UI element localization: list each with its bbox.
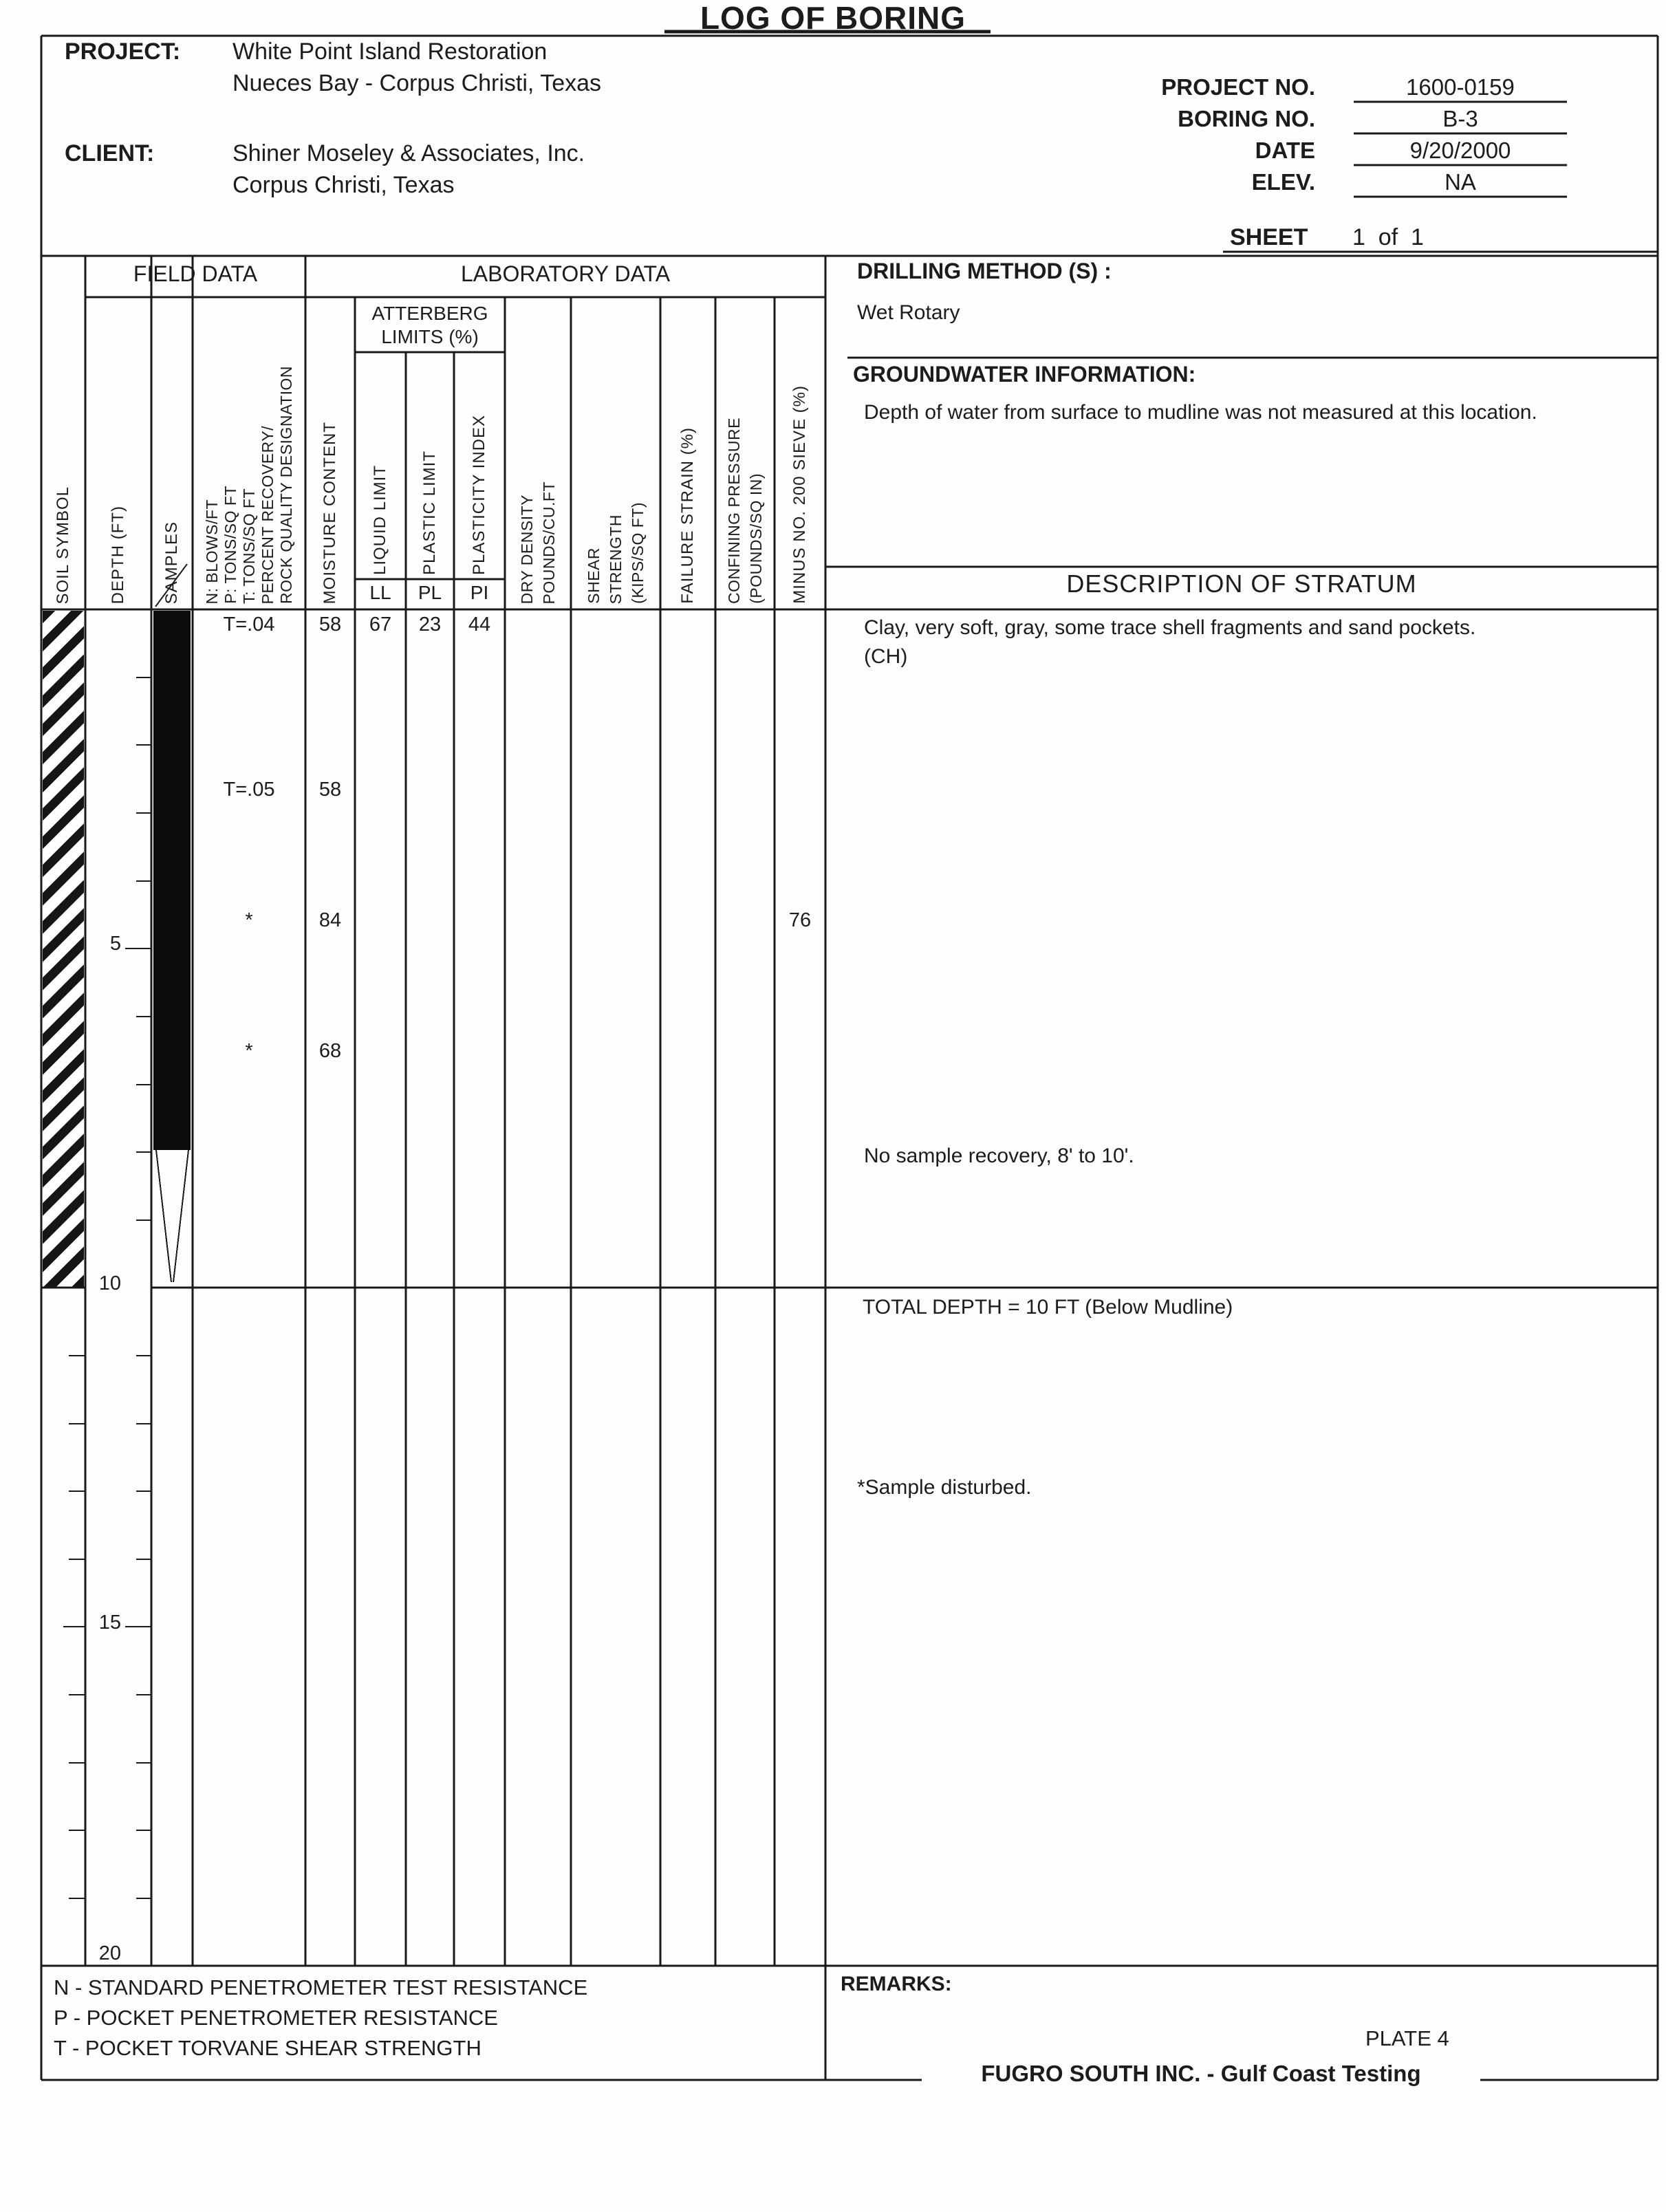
project-no-value: 1600-0159 [1406,74,1515,100]
reading-field-3: * [245,909,253,931]
client-label: CLIENT: [65,140,155,166]
col-header-confining-pressure: CONFINING PRESSURE (POUNDS/SQ IN) [724,418,765,604]
col-header-liquid-limit: LIQUID LIMIT [371,464,390,575]
elev-label: ELEV. [1251,169,1315,195]
depth-label-10: 10 [98,1272,121,1294]
client-name: Shiner Moseley & Associates, Inc. [232,140,585,166]
reading-moisture-1: 58 [318,614,342,636]
plate-number: PLATE 4 [1365,2026,1449,2050]
col-header-minus-200: MINUS NO. 200 SIEVE (%) [790,385,810,604]
legend-t: T - POCKET TORVANE SHEAR STRENGTH [54,2036,482,2060]
col-header-shear-strength: SHEAR STRENGTH (KIPS/SQ FT) [584,502,647,604]
depth-label-15: 15 [98,1612,121,1634]
field-data-header: FIELD DATA [133,261,258,286]
col-header-depth: DEPTH (FT) [109,505,128,604]
col-header-samples: SAMPLES [162,521,182,604]
remarks-label: REMARKS: [841,1973,952,1995]
boring-no-value: B-3 [1442,106,1478,131]
legend-p: P - POCKET PENETROMETER RESISTANCE [54,2006,498,2030]
sheet-value: 1 of 1 [1352,224,1424,250]
project-location: Nueces Bay - Corpus Christi, Texas [232,70,602,96]
atterberg-header-line2: LIMITS (%) [381,326,479,347]
reading-pl-1: 23 [418,614,442,636]
drilling-method-value: Wet Rotary [857,301,960,324]
elev-value: NA [1445,169,1476,195]
drilling-method-label: DRILLING METHOD (S) : [857,259,1112,283]
legend-n: N - STANDARD PENETROMETER TEST RESISTANCE [54,1975,588,1999]
col-header-plasticity-index: PLASTICITY INDEX [470,415,489,575]
pl-label: PL [418,582,442,603]
boring-no-label: BORING NO. [1178,106,1315,131]
depth-label-5: 5 [109,933,121,955]
description-of-stratum-header: DESCRIPTION OF STRATUM [1066,570,1417,598]
date-label: DATE [1255,138,1315,163]
laboratory-data-header: LABORATORY DATA [460,261,671,286]
groundwater-text: Depth of water from surface to mudline was not measured at this location. [864,401,1537,424]
col-header-plastic-limit: PLASTIC LIMIT [420,450,440,575]
project-name: White Point Island Restoration [232,39,548,65]
atterberg-header-line1: ATTERBERG [371,303,488,324]
reading-field-1: T=.04 [223,614,275,636]
company-name: FUGRO SOUTH INC. - Gulf Coast Testing [981,2061,1421,2086]
reading-moisture-2: 58 [318,779,342,801]
project-label: PROJECT: [65,39,181,65]
stratum-note-clay: Clay, very soft, gray, some trace shell fragments and sand pockets. (CH) [864,616,1476,668]
col-header-field-tests: N: BLOWS/FT P: TONS/SQ FT T: TONS/SQ FT PERCENT RECOVERY/ ROCK QUALITY DESIGNATION [202,366,296,604]
reading-minus200-3: 76 [788,909,812,931]
stratum-note-no-recovery: No sample recovery, 8' to 10'. [864,1145,1134,1167]
col-header-failure-strain: FAILURE STRAIN (%) [678,427,697,604]
reading-pi-1: 44 [468,614,491,636]
sheet-label: SHEET [1230,224,1308,250]
depth-label-20: 20 [98,1942,121,1964]
groundwater-label: GROUNDWATER INFORMATION: [853,362,1196,387]
reading-field-4: * [245,1040,253,1062]
page-title: LOG OF BORING [700,0,966,36]
project-no-label: PROJECT NO. [1161,74,1315,100]
stratum-note-total-depth: TOTAL DEPTH = 10 FT (Below Mudline) [863,1296,1233,1319]
date-value: 9/20/2000 [1409,138,1511,163]
reading-moisture-3: 84 [318,909,342,931]
ll-label: LL [369,582,391,603]
client-location: Corpus Christi, Texas [232,172,455,198]
col-header-soil-symbol: SOIL SYMBOL [54,486,73,604]
pi-label: PI [470,582,489,603]
stratum-note-sample-disturbed: *Sample disturbed. [857,1476,1032,1499]
reading-ll-1: 67 [369,614,392,636]
reading-moisture-4: 68 [318,1040,342,1062]
col-header-dry-density: DRY DENSITY POUNDS/CU.FT [517,481,558,604]
reading-field-2: T=.05 [223,779,275,801]
col-header-moisture: MOISTURE CONTENT [321,421,340,604]
